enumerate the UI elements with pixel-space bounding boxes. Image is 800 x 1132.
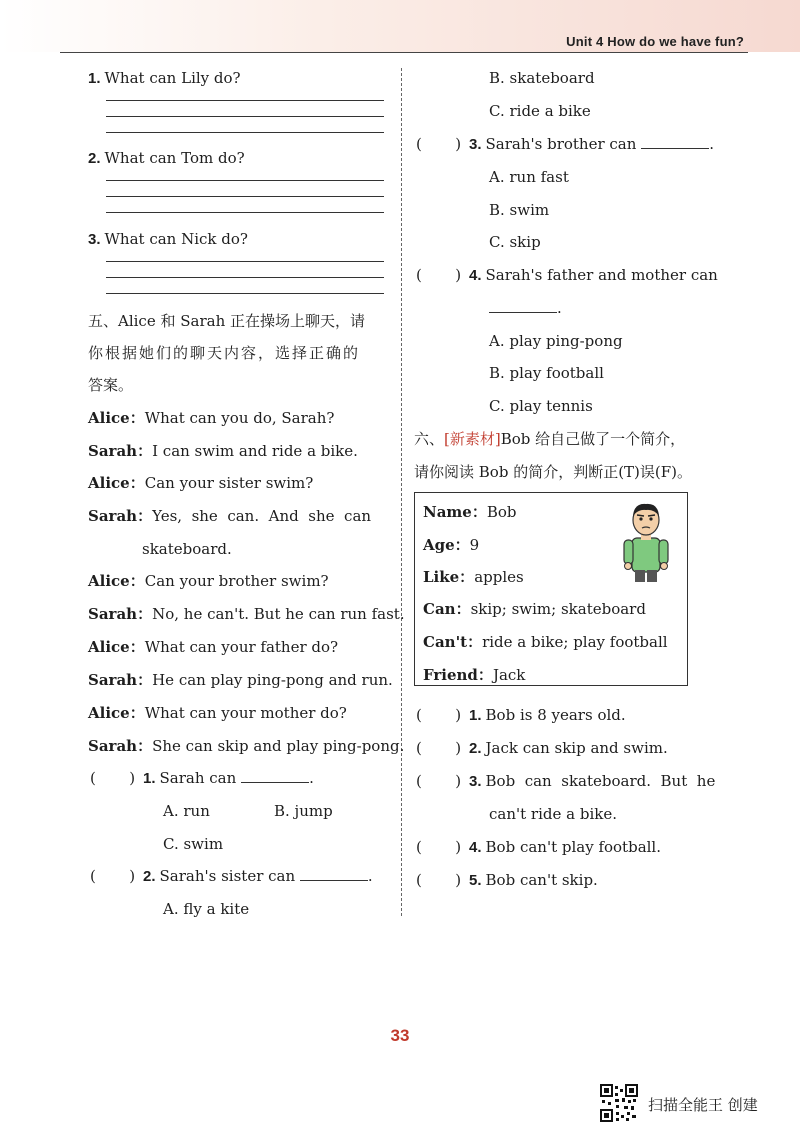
profile-row: Age：9 <box>423 536 480 554</box>
mc-option: C. ride a bike <box>489 102 591 120</box>
tf-statement: 1. Bob is 8 years old. <box>469 706 626 724</box>
dialogue-line: Sarah：No, he can't. But he can run fast. <box>88 605 405 623</box>
column-divider <box>401 68 402 916</box>
answer-line[interactable] <box>106 293 384 294</box>
page-number: 33 <box>390 1026 410 1045</box>
tf-statement: 3. Bob can skateboard. But he <box>469 772 716 790</box>
dialogue-line: Sarah：She can skip and play ping-pong. <box>88 737 405 755</box>
q-lily: 1. What can Lily do? <box>88 69 241 87</box>
answer-line[interactable] <box>106 196 384 197</box>
tf-statement: 4. Bob can't play football. <box>469 838 661 856</box>
answer-line[interactable] <box>106 277 384 278</box>
answer-bracket[interactable]: ( ) <box>416 135 462 153</box>
mc-option: B. skateboard <box>489 69 595 87</box>
dialogue-line: Alice：What can your mother do? <box>88 704 347 722</box>
mc-option: A. run fast <box>489 168 569 186</box>
dialogue-line: Sarah：He can play ping-pong and run. <box>88 671 393 689</box>
mc-question: 3. Sarah's brother can . <box>469 135 714 153</box>
qr-code-icon <box>600 1084 638 1122</box>
new-material-tag: [新素材] <box>444 430 501 448</box>
tf-statement: 2. Jack can skip and swim. <box>469 739 668 757</box>
answer-line[interactable] <box>106 180 384 181</box>
unit-title: Unit 4 How do we have fun? <box>566 34 744 49</box>
answer-blank[interactable]: . <box>489 298 562 318</box>
mc-option: C. swim <box>163 835 224 853</box>
mc-option: B. play football <box>489 364 604 382</box>
answer-line[interactable] <box>106 132 384 133</box>
section5-heading: 你根据她们的聊天内容，选择正确的 <box>88 344 361 362</box>
scanner-watermark: 扫描全能王 创建 <box>648 1096 758 1114</box>
profile-row: Name：Bob <box>423 503 517 521</box>
mc-option: C. skip <box>489 233 541 251</box>
answer-line[interactable] <box>106 116 384 117</box>
header-rule <box>60 52 748 53</box>
profile-row: Like：apples <box>423 568 524 586</box>
answer-line[interactable] <box>106 212 384 213</box>
dialogue-line: Alice：Can your brother swim? <box>88 572 329 590</box>
tf-statement: can't ride a bike. <box>489 805 617 823</box>
answer-bracket[interactable]: ( ) <box>416 706 462 724</box>
section6-heading: 六、[新素材]Bob 给自己做了一个简介， <box>414 430 686 448</box>
dialogue-line: Sarah：I can swim and ride a bike. <box>88 442 358 460</box>
answer-bracket[interactable]: ( ) <box>90 769 136 787</box>
section6-heading: 请你阅读 Bob 的简介，判断正(T)误(F)。 <box>414 463 693 481</box>
answer-bracket[interactable]: ( ) <box>90 867 136 885</box>
answer-bracket[interactable]: ( ) <box>416 772 462 790</box>
dialogue-line: Sarah：Yes, she can. And she can <box>88 507 372 525</box>
section5-heading: 五、Alice 和 Sarah 正在操场上聊天，请 <box>88 312 366 330</box>
answer-line[interactable] <box>106 261 384 262</box>
profile-row: Friend：Jack <box>423 666 526 684</box>
q-tom: 2. What can Tom do? <box>88 149 245 167</box>
q-nick: 3. What can Nick do? <box>88 230 248 248</box>
answer-bracket[interactable]: ( ) <box>416 266 462 284</box>
answer-line[interactable] <box>106 100 384 101</box>
mc-option: A. fly a kite <box>163 900 250 918</box>
profile-row: Can't：ride a bike; play football <box>423 633 668 651</box>
dialogue-line: Alice：What can your father do? <box>88 638 339 656</box>
mc-option: B. jump <box>274 802 333 820</box>
dialogue-line: skateboard. <box>142 540 232 558</box>
mc-option: C. play tennis <box>489 397 593 415</box>
dialogue-line: Alice：Can your sister swim? <box>88 474 314 492</box>
mc-option: A. play ping-pong <box>489 332 623 350</box>
answer-bracket[interactable]: ( ) <box>416 838 462 856</box>
answer-bracket[interactable]: ( ) <box>416 739 462 757</box>
mc-question: 1. Sarah can . <box>143 769 314 787</box>
answer-bracket[interactable]: ( ) <box>416 871 462 889</box>
bob-illustration <box>620 500 672 584</box>
profile-row: Can：skip; swim; skateboard <box>423 600 646 618</box>
mc-question: 4. Sarah's father and mother can <box>469 266 718 284</box>
mc-option: A. run <box>163 802 210 820</box>
section5-heading: 答案。 <box>88 376 134 394</box>
mc-option: B. swim <box>489 201 550 219</box>
dialogue-line: Alice：What can you do, Sarah? <box>88 409 335 427</box>
tf-statement: 5. Bob can't skip. <box>469 871 598 889</box>
mc-question: 2. Sarah's sister can . <box>143 867 373 885</box>
